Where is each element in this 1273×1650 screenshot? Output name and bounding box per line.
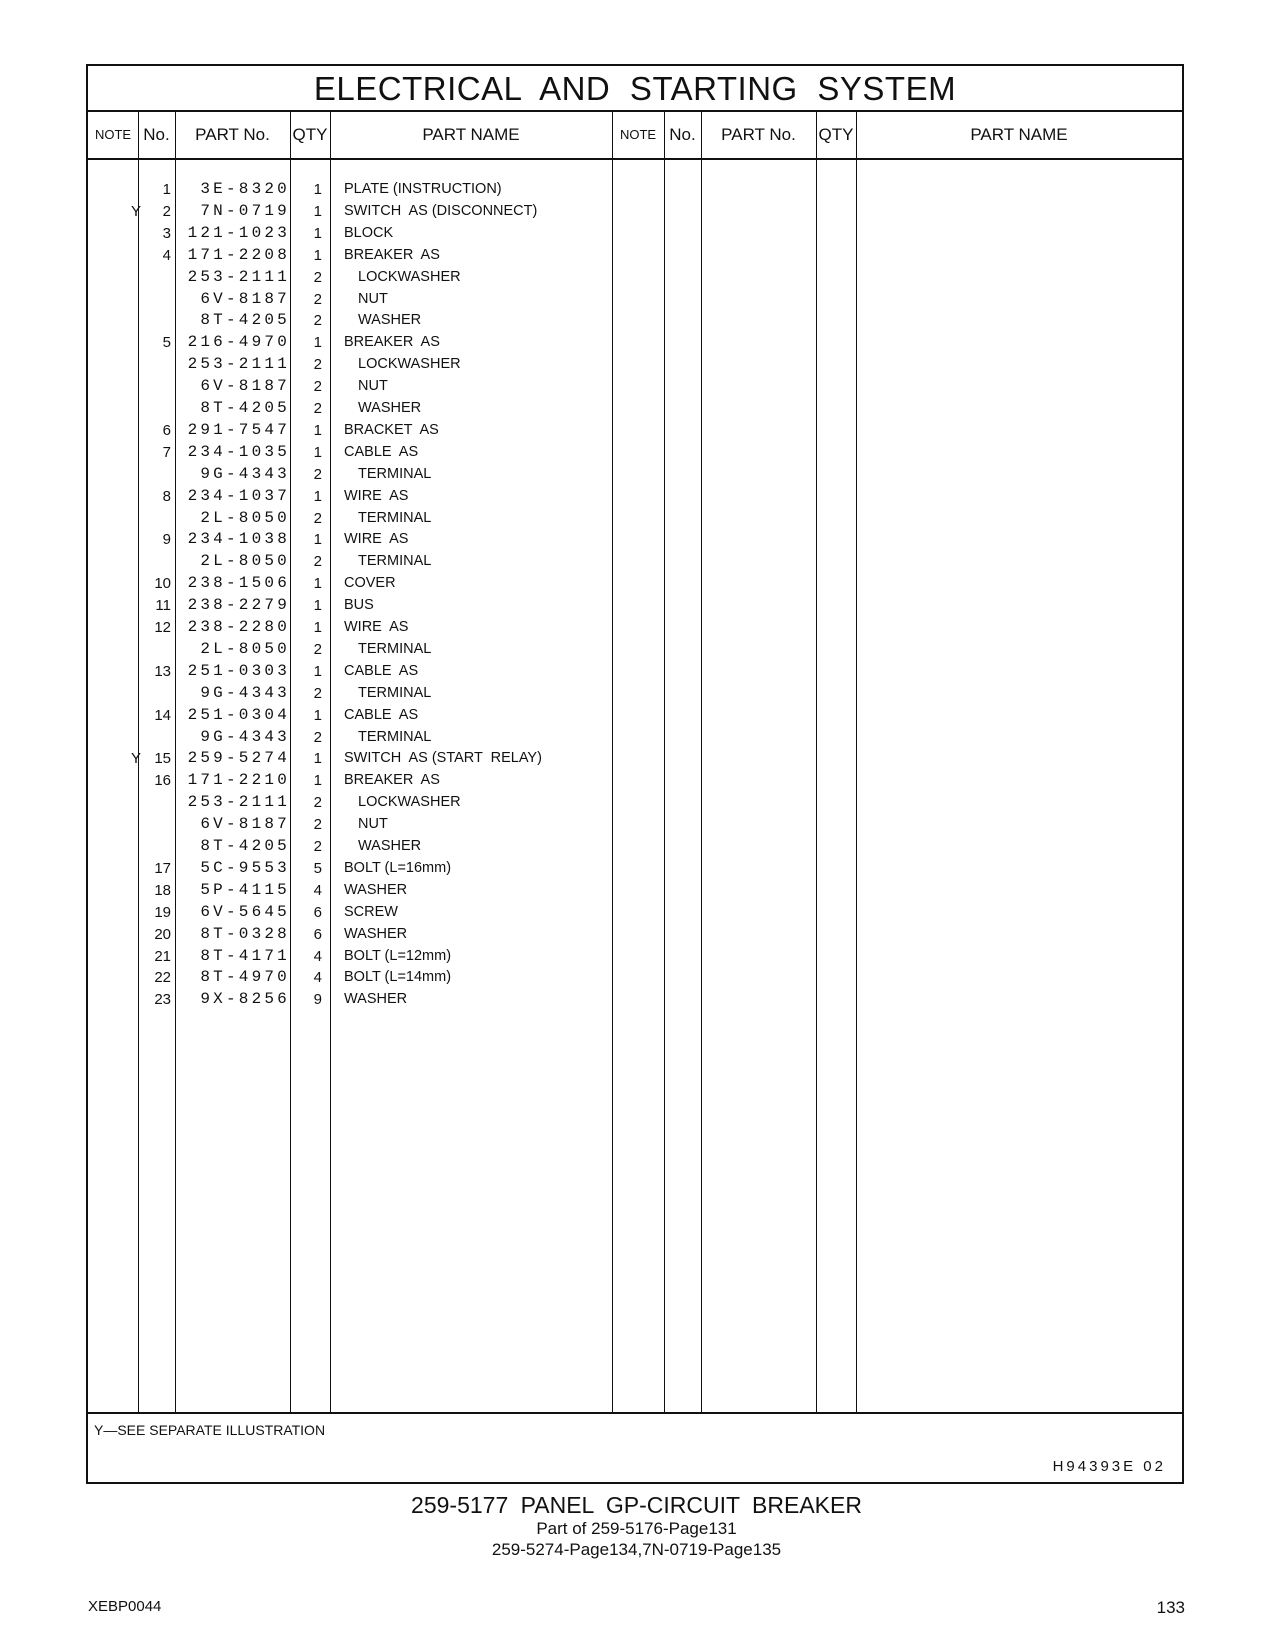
table-row bbox=[88, 266, 1182, 289]
note-cell bbox=[88, 638, 141, 661]
part-name-cell: WASHER bbox=[358, 312, 422, 329]
part-number-cell: 6V-8187 bbox=[200, 289, 290, 308]
note-cell bbox=[88, 572, 141, 595]
part-number-cell: 234-1035 bbox=[187, 442, 290, 461]
note-cell bbox=[88, 528, 141, 551]
quantity-cell: 2 bbox=[313, 400, 322, 417]
item-number-cell: 14 bbox=[154, 706, 171, 724]
note-cell bbox=[88, 835, 141, 858]
item-number-cell: 1 bbox=[162, 181, 171, 198]
note-cell bbox=[88, 419, 141, 442]
part-name-cell: LOCKWASHER bbox=[358, 356, 461, 373]
part-number-cell: 8T-4171 bbox=[200, 946, 290, 965]
column-header-row bbox=[88, 112, 1182, 160]
table-row bbox=[88, 638, 1182, 661]
part-number-cell: 253-2111 bbox=[187, 267, 290, 286]
table-row bbox=[88, 835, 1182, 858]
header-qty-right: QTY bbox=[818, 125, 854, 144]
table-row bbox=[88, 375, 1182, 398]
part-number-cell: 253-2111 bbox=[187, 355, 290, 374]
part-name-cell: SWITCH AS (START RELAY) bbox=[344, 750, 542, 767]
item-number-cell bbox=[141, 813, 171, 836]
page-number: 133 bbox=[1156, 1598, 1185, 1617]
item-number-cell bbox=[141, 550, 171, 573]
table-row bbox=[88, 550, 1182, 573]
part-number-cell: 238-1506 bbox=[187, 574, 290, 593]
part-number-cell: 259-5274 bbox=[187, 749, 290, 768]
document-code: XEBP0044 bbox=[88, 1598, 162, 1615]
quantity-cell: 1 bbox=[313, 619, 322, 636]
part-number-cell: 6V-5645 bbox=[200, 902, 290, 921]
note-cell bbox=[88, 375, 141, 398]
note-cell bbox=[88, 966, 141, 989]
quantity-cell: 2 bbox=[313, 728, 322, 746]
table-row bbox=[88, 507, 1182, 530]
note-cell bbox=[88, 507, 141, 530]
part-number-cell: 8T-4205 bbox=[200, 311, 290, 330]
item-number-cell: 21 bbox=[154, 947, 171, 965]
part-name-cell: WASHER bbox=[358, 838, 422, 854]
part-name-cell: WIRE AS bbox=[344, 531, 409, 548]
quantity-cell: 1 bbox=[313, 334, 322, 352]
footer-divider bbox=[88, 1412, 1182, 1414]
part-number-cell: 251-0304 bbox=[187, 705, 290, 724]
part-name-cell: SCREW bbox=[344, 903, 398, 920]
part-number-cell: 8T-0328 bbox=[200, 924, 290, 943]
item-number-cell: 22 bbox=[154, 969, 171, 987]
quantity-cell: 1 bbox=[313, 487, 322, 505]
part-number-cell: 8T-4205 bbox=[200, 399, 290, 417]
note-cell bbox=[88, 178, 141, 201]
note-cell bbox=[88, 660, 141, 683]
parts-list-sheet bbox=[86, 64, 1184, 1484]
table-row bbox=[88, 441, 1182, 464]
part-name-cell: WASHER bbox=[344, 991, 408, 1008]
part-name-cell: TERMINAL bbox=[358, 465, 432, 482]
note-cell bbox=[88, 485, 141, 508]
item-number-cell: 5 bbox=[162, 334, 171, 352]
item-number-cell: 18 bbox=[154, 881, 171, 899]
note-cell bbox=[88, 923, 141, 946]
quantity-cell: 2 bbox=[313, 290, 322, 308]
part-number-cell: 251-0303 bbox=[187, 661, 290, 680]
part-number-cell: 171-2208 bbox=[187, 245, 290, 264]
item-number-cell bbox=[141, 791, 171, 814]
part-number-cell: 171-2210 bbox=[187, 771, 290, 790]
quantity-cell: 2 bbox=[313, 356, 322, 374]
part-name-cell: BREAKER AS bbox=[344, 772, 440, 789]
table-row bbox=[88, 704, 1182, 727]
header-qty-left: QTY bbox=[292, 125, 328, 144]
item-number-cell: 8 bbox=[162, 487, 171, 505]
table-row bbox=[88, 397, 1182, 420]
header-part-no-left: PART No. bbox=[195, 125, 270, 144]
table-row bbox=[88, 988, 1182, 1011]
part-name-cell: CABLE AS bbox=[344, 706, 419, 723]
quantity-cell: 9 bbox=[313, 991, 322, 1009]
item-number-cell: 13 bbox=[154, 662, 171, 680]
item-number-cell bbox=[141, 353, 171, 376]
quantity-cell: 5 bbox=[313, 859, 322, 877]
header-note-right: NOTE bbox=[619, 127, 657, 142]
quantity-cell: 1 bbox=[313, 531, 322, 549]
table-row bbox=[88, 244, 1182, 267]
part-number-cell: 9X-8256 bbox=[200, 990, 290, 1009]
table-row bbox=[88, 353, 1182, 376]
item-number-cell: 9 bbox=[162, 531, 171, 549]
quantity-cell: 1 bbox=[313, 443, 322, 461]
item-number-cell: 19 bbox=[154, 903, 171, 921]
table-row bbox=[88, 966, 1182, 989]
part-name-cell: BREAKER AS bbox=[344, 334, 440, 351]
quantity-cell: 2 bbox=[313, 465, 322, 483]
part-name-cell: NUT bbox=[358, 816, 388, 833]
part-name-cell: NUT bbox=[358, 290, 388, 307]
table-row bbox=[88, 813, 1182, 836]
item-number-cell: 4 bbox=[162, 246, 171, 264]
part-name-cell: SWITCH AS (DISCONNECT) bbox=[344, 202, 538, 219]
table-row bbox=[88, 682, 1182, 705]
table-row bbox=[88, 945, 1182, 968]
part-name-cell: PLATE (INSTRUCTION) bbox=[344, 181, 502, 197]
note-cell bbox=[88, 550, 141, 573]
part-name-cell: BUS bbox=[344, 597, 374, 614]
table-row bbox=[88, 331, 1182, 354]
quantity-cell: 1 bbox=[313, 750, 322, 768]
table-row bbox=[88, 222, 1182, 245]
part-name-cell: WASHER bbox=[344, 925, 408, 942]
note-cell bbox=[88, 988, 141, 1011]
part-name-cell: WIRE AS bbox=[344, 619, 409, 635]
item-number-cell: 23 bbox=[154, 991, 171, 1009]
note-cell: Y bbox=[130, 202, 141, 220]
quantity-cell: 1 bbox=[313, 246, 322, 264]
table-row bbox=[88, 200, 1182, 223]
part-number-cell: 238-2279 bbox=[187, 596, 290, 615]
quantity-cell: 6 bbox=[313, 925, 322, 943]
part-number-cell: 234-1038 bbox=[187, 530, 290, 549]
note-cell bbox=[88, 813, 141, 836]
quantity-cell: 2 bbox=[313, 838, 322, 855]
part-number-cell: 2L-8050 bbox=[200, 508, 290, 527]
quantity-cell: 6 bbox=[313, 903, 322, 921]
note-cell bbox=[88, 791, 141, 814]
part-name-cell: CABLE AS bbox=[344, 443, 419, 460]
header-part-name-right: PART NAME bbox=[970, 125, 1068, 144]
item-number-cell bbox=[141, 375, 171, 398]
item-number-cell: 6 bbox=[162, 421, 171, 439]
part-name-cell: WIRE AS bbox=[344, 487, 409, 504]
header-no-left: No. bbox=[143, 125, 170, 144]
drawing-code: H94393E 02 bbox=[1052, 1458, 1166, 1475]
quantity-cell: 4 bbox=[313, 881, 322, 899]
quantity-cell: 1 bbox=[313, 706, 322, 724]
caption-reference-line-1: Part of 259-5176-Page131 bbox=[536, 1519, 737, 1538]
table-row bbox=[88, 726, 1182, 749]
note-cell bbox=[88, 353, 141, 376]
item-number-cell: 10 bbox=[154, 575, 171, 593]
part-number-cell: 253-2111 bbox=[187, 793, 290, 812]
part-name-cell: BRACKET AS bbox=[344, 421, 439, 438]
part-number-cell: 291-7547 bbox=[187, 420, 290, 439]
quantity-cell: 1 bbox=[313, 662, 322, 680]
note-cell bbox=[88, 704, 141, 727]
note-cell bbox=[88, 288, 141, 311]
quantity-cell: 2 bbox=[313, 268, 322, 286]
note-cell bbox=[88, 222, 141, 245]
quantity-cell: 2 bbox=[313, 816, 322, 834]
item-number-cell bbox=[141, 463, 171, 486]
note-cell bbox=[88, 682, 141, 705]
quantity-cell: 2 bbox=[313, 640, 322, 658]
sheet-title: ELECTRICAL AND STARTING SYSTEM bbox=[88, 66, 1182, 112]
note-cell bbox=[88, 331, 141, 354]
table-row bbox=[88, 485, 1182, 508]
table-row bbox=[88, 769, 1182, 792]
note-cell bbox=[88, 769, 141, 792]
part-name-cell: BOLT (L=14mm) bbox=[344, 969, 452, 986]
item-number-cell: 7 bbox=[162, 443, 171, 461]
note-cell: Y bbox=[130, 750, 141, 768]
table-row bbox=[88, 288, 1182, 311]
part-number-cell: 234-1037 bbox=[187, 486, 290, 505]
note-cell bbox=[88, 309, 141, 332]
item-number-cell bbox=[141, 638, 171, 661]
item-number-cell bbox=[141, 397, 171, 420]
note-cell bbox=[88, 594, 141, 617]
part-number-cell: 6V-8187 bbox=[200, 815, 290, 834]
quantity-cell: 1 bbox=[313, 597, 322, 615]
caption-title: 259-5177 PANEL GP-CIRCUIT BREAKER bbox=[411, 1492, 862, 1518]
note-cell bbox=[88, 441, 141, 464]
item-number-cell: 11 bbox=[155, 597, 171, 615]
part-number-cell: 2L-8050 bbox=[200, 552, 290, 571]
table-row bbox=[88, 857, 1182, 880]
part-number-cell: 238-2280 bbox=[187, 618, 290, 636]
item-number-cell bbox=[141, 288, 171, 311]
item-number-cell bbox=[141, 726, 171, 749]
header-no-right: No. bbox=[669, 125, 696, 144]
part-number-cell: 216-4970 bbox=[187, 333, 290, 352]
part-number-cell: 5P-4115 bbox=[200, 880, 290, 899]
item-number-cell: 12 bbox=[154, 619, 171, 636]
part-name-cell: COVER bbox=[344, 575, 396, 592]
item-number-cell bbox=[141, 266, 171, 289]
item-number-cell: 16 bbox=[154, 772, 171, 790]
header-part-no-right: PART No. bbox=[721, 125, 796, 144]
quantity-cell: 4 bbox=[313, 969, 322, 987]
note-cell bbox=[88, 945, 141, 968]
part-number-cell: 2L-8050 bbox=[200, 639, 290, 658]
item-number-cell bbox=[141, 507, 171, 530]
part-name-cell: BLOCK bbox=[344, 224, 394, 241]
table-row bbox=[88, 594, 1182, 617]
table-row bbox=[88, 660, 1182, 683]
table-row bbox=[88, 923, 1182, 946]
part-number-cell: 9G-4343 bbox=[200, 683, 290, 702]
quantity-cell: 1 bbox=[313, 575, 322, 593]
quantity-cell: 1 bbox=[313, 772, 322, 790]
part-name-cell: WASHER bbox=[344, 881, 408, 898]
table-row bbox=[88, 791, 1182, 814]
quantity-cell: 1 bbox=[313, 181, 322, 198]
note-cell bbox=[88, 726, 141, 749]
item-number-cell: 15 bbox=[154, 750, 171, 768]
table-row bbox=[88, 178, 1182, 201]
part-name-cell: BOLT (L=12mm) bbox=[344, 947, 452, 964]
quantity-cell: 1 bbox=[313, 202, 322, 220]
note-cell bbox=[88, 266, 141, 289]
quantity-cell: 2 bbox=[313, 509, 322, 527]
table-row bbox=[88, 309, 1182, 332]
part-name-cell: CABLE AS bbox=[344, 662, 419, 679]
part-name-cell: TERMINAL bbox=[358, 509, 432, 526]
part-number-cell: 3E-8320 bbox=[200, 180, 290, 198]
part-name-cell: LOCKWASHER bbox=[358, 794, 461, 811]
part-number-cell: 8T-4970 bbox=[200, 968, 290, 987]
part-name-cell: TERMINAL bbox=[358, 728, 432, 745]
part-number-cell: 9G-4343 bbox=[200, 464, 290, 483]
item-number-cell bbox=[141, 835, 171, 858]
quantity-cell: 1 bbox=[313, 421, 322, 439]
part-number-cell: 121-1023 bbox=[187, 223, 290, 242]
note-cell bbox=[88, 616, 141, 639]
item-number-cell: 20 bbox=[154, 925, 171, 943]
part-name-cell: TERMINAL bbox=[358, 684, 432, 701]
part-name-cell: TERMINAL bbox=[358, 553, 432, 570]
quantity-cell: 1 bbox=[313, 224, 322, 242]
part-name-cell: TERMINAL bbox=[358, 640, 432, 657]
item-number-cell: 3 bbox=[162, 224, 171, 242]
part-name-cell: BOLT (L=16mm) bbox=[344, 859, 452, 876]
note-cell bbox=[88, 857, 141, 880]
part-name-cell: WASHER bbox=[358, 400, 422, 416]
table-row bbox=[88, 419, 1182, 442]
part-name-cell: NUT bbox=[358, 378, 388, 395]
part-number-cell: 8T-4205 bbox=[200, 837, 290, 855]
item-number-cell: 17 bbox=[154, 859, 171, 877]
note-cell bbox=[88, 397, 141, 420]
table-row bbox=[88, 879, 1182, 902]
caption-reference-line-2: 259-5274-Page134,7N-0719-Page135 bbox=[491, 1540, 782, 1559]
table-row bbox=[88, 528, 1182, 551]
table-row bbox=[88, 572, 1182, 595]
table-row bbox=[88, 616, 1182, 639]
quantity-cell: 4 bbox=[313, 947, 322, 965]
table-row bbox=[88, 463, 1182, 486]
quantity-cell: 2 bbox=[313, 312, 322, 330]
header-part-name-left: PART NAME bbox=[422, 125, 520, 144]
item-number-cell bbox=[141, 309, 171, 332]
header-note-left: NOTE bbox=[94, 127, 132, 142]
note-cell bbox=[88, 244, 141, 267]
part-number-cell: 6V-8187 bbox=[200, 377, 290, 396]
item-number-cell: 2 bbox=[162, 202, 171, 220]
quantity-cell: 2 bbox=[313, 378, 322, 396]
table-row bbox=[88, 747, 1182, 770]
quantity-cell: 2 bbox=[313, 684, 322, 702]
note-cell bbox=[88, 901, 141, 924]
note-cell bbox=[88, 879, 141, 902]
footnote: Y—SEE SEPARATE ILLUSTRATION bbox=[94, 1422, 326, 1438]
table-row bbox=[88, 901, 1182, 924]
quantity-cell: 2 bbox=[313, 553, 322, 571]
part-name-cell: BREAKER AS bbox=[344, 246, 440, 263]
quantity-cell: 2 bbox=[313, 794, 322, 812]
part-number-cell: 7N-0719 bbox=[200, 201, 290, 220]
part-number-cell: 9G-4343 bbox=[200, 727, 290, 746]
item-number-cell bbox=[141, 682, 171, 705]
part-number-cell: 5C-9553 bbox=[200, 858, 290, 877]
note-cell bbox=[88, 463, 141, 486]
part-name-cell: LOCKWASHER bbox=[358, 268, 461, 285]
